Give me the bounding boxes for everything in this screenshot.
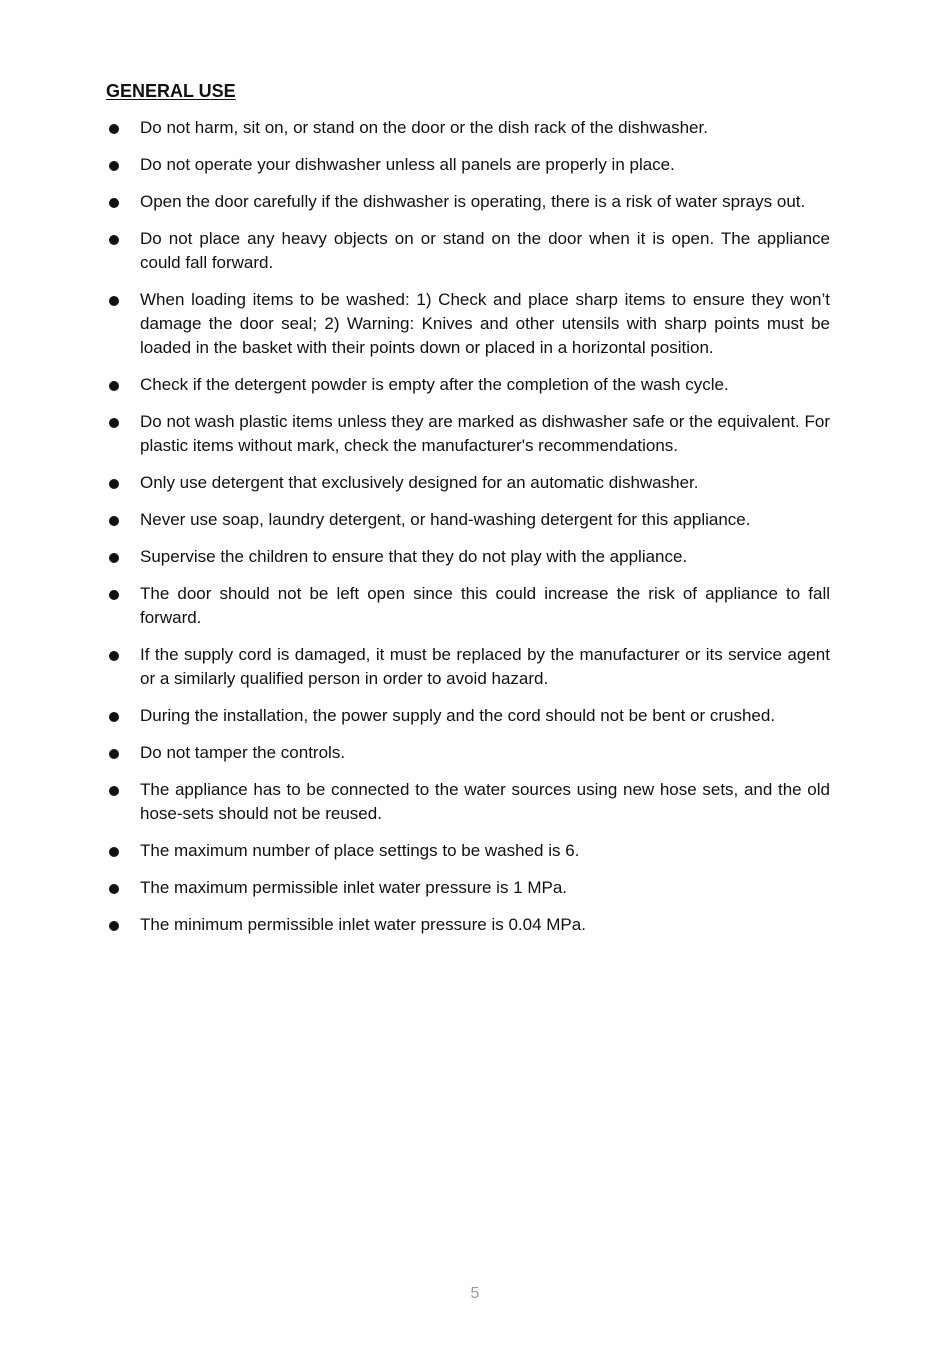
list-item-text: Do not harm, sit on, or stand on the door or the dish rack of the dishwasher. [140, 118, 708, 137]
list-item [106, 288, 830, 360]
bullet-icon [109, 479, 119, 489]
list-item [106, 778, 830, 826]
bullet-icon [109, 553, 119, 563]
list-item-text: Do not tamper the controls. [140, 743, 346, 762]
list-item-text: Only use detergent that exclusively designed for an automatic dishwasher. [140, 473, 699, 492]
list-item [106, 116, 830, 140]
list-item [106, 471, 830, 495]
list-item-text: Check if the detergent powder is empty after the completion of the wash cycle. [140, 375, 729, 394]
list-item [106, 508, 830, 532]
list-item-text: The maximum number of place settings to be washed is 6. [140, 841, 580, 860]
list-item-text: The door should not be left open since this could increase the risk of appliance to fall forward. [140, 584, 830, 627]
list-item [106, 704, 830, 728]
list-item-text: The appliance has to be connected to the water sources using new hose sets, and the old hose-sets should not be reused. [140, 780, 830, 823]
section-heading: GENERAL USE [106, 81, 236, 101]
list-item-text: Supervise the children to ensure that they do not play with the appliance. [140, 547, 688, 566]
bullet-icon [109, 516, 119, 526]
bullet-icon [109, 124, 119, 134]
list-item-text: The minimum permissible inlet water pressure is 0.04 MPa. [140, 915, 586, 934]
list-item-text: Never use soap, laundry detergent, or hand-washing detergent for this appliance. [140, 510, 751, 529]
list-item-text: Do not place any heavy objects on or stand on the door when it is open. The appliance could fall forward. [140, 229, 830, 272]
list-item [106, 582, 830, 630]
bullet-icon [109, 418, 119, 428]
list-item [106, 643, 830, 691]
list-item [106, 876, 830, 900]
list-item [106, 227, 830, 275]
bullet-icon [109, 847, 119, 857]
bullet-icon [109, 921, 119, 931]
bullet-icon [109, 884, 119, 894]
list-item-text: During the installation, the power supply and the cord should not be bent or crushed. [140, 706, 776, 725]
list-item [106, 410, 830, 458]
bullet-icon [109, 161, 119, 171]
list-item [106, 913, 830, 937]
safety-bullet-list [106, 116, 830, 950]
bullet-icon [109, 296, 119, 306]
list-item [106, 545, 830, 569]
bullet-icon [109, 651, 119, 661]
list-item-text: The maximum permissible inlet water pressure is 1 MPa. [140, 878, 568, 897]
bullet-icon [109, 198, 119, 208]
list-item [106, 741, 830, 765]
list-item-text: Open the door carefully if the dishwasher is operating, there is a risk of water sprays out. [140, 192, 806, 211]
bullet-icon [109, 786, 119, 796]
bullet-icon [109, 712, 119, 722]
bullet-icon [109, 381, 119, 391]
list-item-text: If the supply cord is damaged, it must be replaced by the manufacturer or its service agent or a similarly qualified person in order to avoid hazard. [140, 645, 830, 688]
page-number: 5 [470, 1285, 480, 1302]
list-item-text: Do not operate your dishwasher unless all panels are properly in place. [140, 155, 675, 174]
list-item [106, 839, 830, 863]
list-item [106, 373, 830, 397]
list-item-text: When loading items to be washed: 1) Check and place sharp items to ensure they won’t damage the door seal; 2) Warning: Knives and other utensils with sharp points must be loaded in the basket with their points down or placed in a horizontal position. [140, 290, 830, 357]
list-item-text: Do not wash plastic items unless they are marked as dishwasher safe or the equivalent. For plastic items without mark, check the manufacturer's recommendations. [140, 412, 830, 455]
list-item [106, 153, 830, 177]
bullet-icon [109, 749, 119, 759]
bullet-icon [109, 235, 119, 245]
bullet-icon [109, 590, 119, 600]
list-item [106, 190, 830, 214]
